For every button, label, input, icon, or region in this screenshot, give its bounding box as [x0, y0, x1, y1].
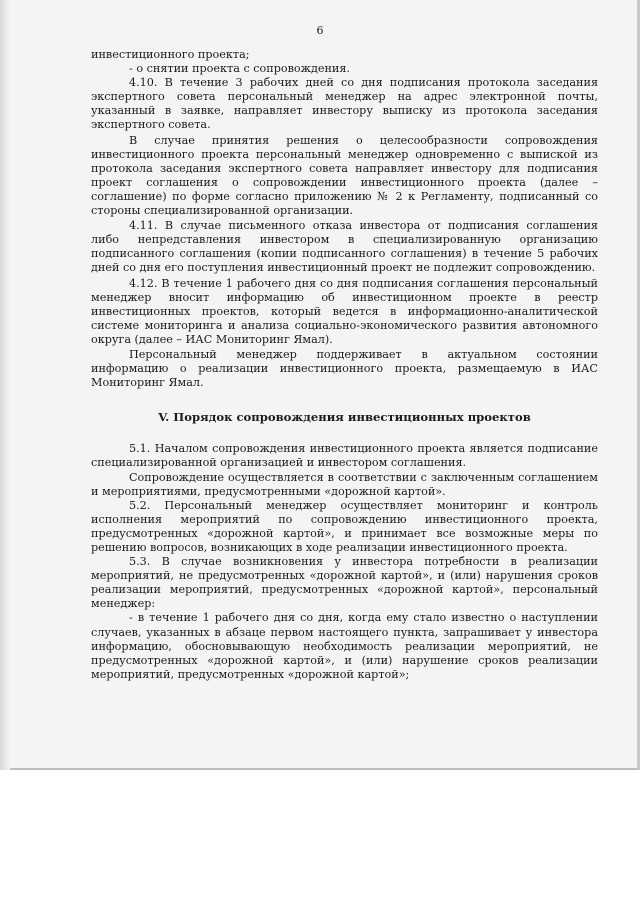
document-body [91, 48, 598, 682]
paragraph-4-10: 4.10. В течение 3 рабочих дней со дня подписания протокола заседания экспертного совета персональный менеджер на адрес электронной почты, указанный в заявке, направляет инвестору выписку из протокола заседания экспертного совета. [91, 76, 598, 132]
paragraph-decision: В случае принятия решения о целесообразности сопровождения инвестиционного проекта персональный менеджер одновременно с выпиской из протокола заседания экспертного совета направляет инвестору для подписания проект соглашения о сопровождении инвестиционного проекта (далее – соглашение) по форме согласно приложению № 2 к Регламенту, подписанный со стороны специализированной организации. [91, 133, 598, 218]
paragraph-4-11: 4.11. В случае письменного отказа инвестора от подписания соглашения либо непредставления инвестором в специализированную организацию подписанного соглашения (копии подписанного соглашения) в течение 5 рабочих дней со дня его поступления инвестиционный проект не подлежит сопровождению. [91, 219, 598, 275]
paragraph-4-12: 4.12. В течение 1 рабочего дня со дня подписания соглашения персональный менеджер вносит информацию об инвестиционном проекте в реестр инвестиционных проектов, который ведется в информационно-аналитической системе мониторинга и анализа социально-экономического развития автономного округа (далее – ИАС Мониторинг Ямал). [91, 276, 598, 346]
list-item-request: - в течение 1 рабочего дня со дня, когда ему стало известно о наступлении случаев, указанных в абзаце первом настоящего пункта, запрашивает у инвестора информацию, обосновывающую необходимость реализации мероприятий, не предусмотренных «дорожной картой», и (или) нарушение сроков реализации мероприятий, предусмотренных «дорожной картой»; [91, 611, 598, 681]
page-number: 6 [316, 24, 324, 37]
list-item-removal: - о снятии проекта с сопровождения. [129, 62, 350, 76]
paragraph-5-2: 5.2. Персональный менеджер осуществляет мониторинг и контроль исполнения мероприятий по сопровождению инвестиционного проекта, предусмотренных «дорожной картой», и принимает все возможные меры по решению вопросов, возникающих в ходе реализации инвестиционного проекта. [91, 498, 598, 554]
paragraph-5-3: 5.3. В случае возникновения у инвестора потребности в реализации мероприятий, не предусмотренных «дорожной картой», и (или) нарушения сроков реализации мероприятий, предусмотренных «дорожной картой», персональный менеджер: [91, 555, 598, 611]
paragraph-support: Сопровождение осуществляется в соответствии с заключенным соглашением и мероприятиями, предусмотренными «дорожной картой». [91, 470, 598, 498]
section-heading: V. Порядок сопровождения инвестиционных проектов [158, 410, 531, 425]
blank-margin [0, 770, 640, 905]
paragraph-continuation: инвестиционного проекта; [91, 48, 250, 61]
scan-edge-shadow [0, 0, 10, 770]
paragraph-manager: Персональный менеджер поддерживает в актуальном состоянии информацию о реализации инвестиционного проекта, размещаемую в ИАС Мониторинг Ямал. [91, 347, 598, 390]
paragraph-5-1: 5.1. Началом сопровождения инвестиционного проекта является подписание специализированной организацией и инвестором соглашения. [91, 442, 598, 470]
